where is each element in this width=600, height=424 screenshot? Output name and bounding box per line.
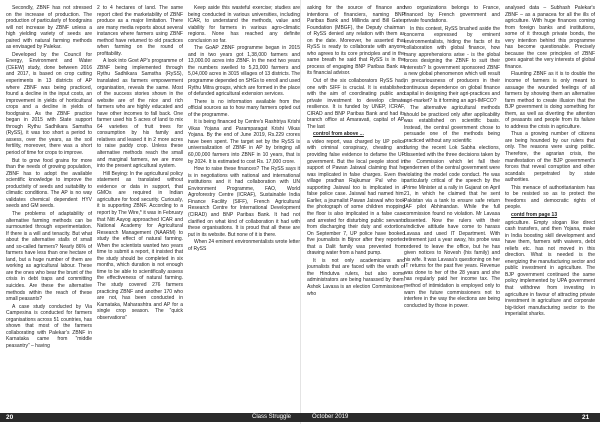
page-number-right: 21	[582, 414, 590, 421]
paragraph: two organizations belongs to France, financed by French government and private foundations.	[404, 5, 500, 25]
paragraph: The alternative agricultural methods should be practiced only after applicability was established on scientific basis. Instead, the central government chose to persuade one of the methods being practiced without any scientific	[404, 105, 500, 144]
column-5	[404, 5, 500, 397]
paragraph: There is no information available from the official sources as to how many farmers opted out of the programme.	[188, 98, 300, 118]
page-number-left: 20	[6, 414, 14, 421]
column-1	[6, 5, 92, 397]
page-gutter	[300, 0, 301, 424]
paragraph: It is being financed by Centre's Rashtriya Krishi Vikas Yojana and Paramparagat Krishi Vikas Yojana. By the end of June 2019, Rs.229 crores have been spent. The target set by the RySS is universalization of ZBNF in AP by bringing all 60,00,000 farmers into ZBNF in 10 years, that is by 2024. It is estimated to cost Rs. 17,000 crore.	[188, 119, 300, 165]
column-6	[505, 5, 595, 397]
paragraph: In this context, RySS brushed aside the concerns expressed by eminent environmentalists, hiding the facts of its collaboration with global finance, how many apprehensions arise - is the global forces designing the ZBNF to suit their interests? Is government sponsored ZBNF a new global phenomenon which will result in precariousness of producers in their continuous dependence on global finance capital in designing their agri-practices and agri-market? Is it forming an agri-IMFCO?	[404, 25, 500, 104]
issue-date: October 2019	[312, 414, 349, 420]
paragraph: Hill Beying: In the agricultural policy statement as translated without evidence or data in support, that GMOs are required in Indian agriculture for food security. Curiously, it is supporting ZBNF. According to a report by The Wire,* it was in February that Nitt Aayog approached ICAR and National Academy for Agricultural Research Management (NAARM) to study the effect of natural farming. When the scientists wanted two years time to submit a report, it insisted that the study should be completed in six months, which duration is not enough time to be able to scientifically assess the effectiveness of natural farming. The study covered 276 farmers practicing ZBNF and another 170 who are not, has been conducted in Karnataka, Maharashtra and AP for a single crop season. The “quick observations”	[97, 170, 183, 321]
paragraph: Flaunting ZBNF as it is to double the income of farmers is only meant to assuage the wounded feelings of all farmers by showing them an alternative farm method to create illusion that the BJP government is doing something for them, as well as diverting the attention of peasants and people from its failure to address the crisis in agriculture.	[505, 71, 595, 130]
paragraph: Keep aside this wasteful exercise; studies are being conducted in various universities, including ICAR, to understand the methods, value and viability for farmers in various agro-climatic regions. None has reached any definite conclusion so far.	[188, 5, 300, 44]
continued-heading: control from above ...	[313, 131, 364, 138]
paragraph: When 24 eminent environmentalists wrote letter of RySS	[188, 239, 300, 252]
paragraph: Out of the six collaborators RySS had, one with SIFF is crucial. It is established with the aim of coordinating public and private investment to develop climate resilience. It is funded by UNEP, ICRAF, CIRAD and BNP Paribas Bank and had its branch office at Amaravati, capital of AP. The last	[307, 78, 405, 130]
paragraph: A look into Govt AP's programme of ZBNF being implemented through Rythu Sadhikara Samstha (RySS), translated as farmers empowerment organisation, reveals the same. Most of the success stories shown in the website are of the nice and rich farmers who are highly educated and have other incomes to fall back. One farmer used his 5 acres of land to mix 64 varieties of fruit trees for consumption by his family and relatives and leased it in 2 more acres to raise paddy crop. Unless these alternative methods reach the small and marginal farmers, we are more into the present agricultural system.	[97, 58, 183, 170]
paragraph: asking for the source of finance and intentions of financiers, naming BNP Paribas Bank and Millinda and Bill Gates Foundation (MBGF), the Deputy chairman of RySS denied any relation with them as on the date. Moreover, he asserted that RySS is ready to collaborate with anyone who agrees to its core principles and in the same breath he said that RySS is in the process of engaging BNP Paribas Bank as its financial advisor.	[307, 5, 405, 77]
paragraph: The GoAP ZBNF programme began in 2015 and in two years got 1,38,000 farmers and 13,000.00 acres into ZBNF. In the next two years the numbers swelled to 5,23,000 farmers and 5,04,000 acres in 3015 villages of 13 districts. The programme depended on SHGs to enroll and used Rythu Mitra groups, which are formed in the place of defunded agricultural extension services.	[188, 45, 300, 98]
paragraph: How to raise these finances? The RySS says it is in negotiations with national and international institutions and it had collaboration with UN Environment Programme, FAO, World Agroforestry Centre (ICRAF), Sustainable India Finance Facility (SIFF), French Agricultural Research Centre for International Development (CIRAD) and BNP Paribas Bank. It had not clarified on what kind of collaboration it had with these organisations. It is proud that all these are put in its website. But none of it is there.	[188, 166, 300, 238]
continued-heading: contd from page 13	[511, 211, 558, 218]
paragraph: during the recent Lok Sabha elections, dissented with the three decisions taken by the Commission which let fall their gendermen of the central government were violating the model code conduct. He was particularly critical of the speech by the Prime Minister at a rally in Gujarat on April 21, in which he claimed that he sent Pakistan via a tank to ensure safe return IAF pilot Abhinandan. While the full commission found no violation. Mr Lavasa dissented. Now the rulers with their vindictive attitude have come to harass Lavasa and used IT Department. With retirement just a year away, his probe was ordered to leave the office, but he has given notices to Novesh (his family) and his wife. It was Lavasa's questioning on her IT returns for the past five years. Revenue was done to her of the 28 years and she has regularly paid her income tax. The method of intimidation is employed only to warn the future commissioners not to interfere in the way the elections are being conducted by those in power.	[404, 145, 500, 309]
paragraph: Secondly, ZBNF has not stressed on the increase of production. The production of particularly of foodgrains will not increase by ZBNF unless a high yielding variety of seeds are paired with natural farming methods as envisaged by Palekar.	[6, 5, 92, 51]
column-2	[97, 5, 183, 397]
paragraph: This menace of authoritarianism has to be resisted so as to protect the freedoms and democratic rights of people.	[505, 184, 595, 211]
paragraph: a video report, was charged by UP police with criminal conspiracy, cheating and providing false evidence to defame the UP government. But the local people stood in support of Pawan Jaiswal claiming that he was implicated in false charges. Even the village pradhan Rajkumar Pal who is supporting Jaiswal too is implicated in a false police case. Jaiswal had named him. Earlier, a journalist Pawan Jaiswal who took the photograph of some children mopping the floor is also implicated in a false case and arrested for disturbing public servants from discharging their duty and extortion. On September 7, UP police have booked five journalists in Bijnor after they reported that a Dalit family was prevented from drawing water from a hand pump.	[307, 138, 405, 257]
paragraph: agriculture. Empty slogan like direct cash transfers, and then Yojana, make in India boosting skill development and have them, farmers with waivers, debt reliefs etc. has not moved in this direction. What is needed is the energizing the manufacturing sector and public investment in agriculture. The BJP government continued the same policy implemented by UPA government that withdrew from investing in agriculture in favour of attracting private investment in agriculture and corporate big-ticket manufacturing sector to the imperialist sharks.	[505, 219, 595, 318]
paragraph: But to grow food grains for more than the needs of growing population, ZBNF has to adopt the available scientific knowledge to improve the productivity of seeds and suitability to climatic conditions. The AP is no way validates chemical dependent HYV seeds and GM seeds.	[6, 157, 92, 210]
column-4	[307, 5, 405, 397]
paragraph: It is not only academicians and journalists that are faced with the wrath of the Hindutva rulers, but also some administrators are being harassed by them. Ashok Lavasa is an election Commissioner, who	[307, 257, 405, 297]
column-3	[188, 5, 300, 397]
paragraph: analysed data – Subhash Palekar's ZBNF – as a panacea for all the ills of agriculture. With huge finances coming from foreign banks and institutions, some of it through private bonds, the very intention behind this programme has become questionable. Precisely because the core principles of ZBNF goes against the very interests of global finance.	[505, 5, 595, 70]
paragraph: The problems of adaptability of alternative farming methods can be surmounted through experimentation. If there is a will and tenacity. But what about the alternative stalls of small and so-called farmers? Nearly 86% of farmers have less than one hectare of land, but a huge number of them are working as agricultural labour. These are the ones who bear the brunt of the crisis in debt traps and committing suicides. Are these the alternative methods within the reach of these small peasants?	[6, 210, 92, 303]
paragraph: Thus a growing number of citizens are being hounded by our rulers that only. The reasons were using politic. Therefore, the agrarian crisis, the manifestation of the BJP government's forces that reveal corruption and other scandals perpetrated by state authorities.	[505, 131, 595, 184]
magazine-name: Class Struggle	[252, 414, 292, 420]
paragraph: 2 to 4 hectares of land. The same report cited the marketability of ZBNF produce as a major limitation. There are many media reports about several instances where farmers using ZBNF method have returned to old practices when farming on the round of profitability.	[97, 5, 183, 57]
paragraph: Developed by the Council for Energy, Environment and Water (CEEW) study, done between 2016 and 2017, is based on crop cutting experiments in 13 districts of AP where ZBNF was being practiced, found a decline in the input costs, an improvement in yields of horticultural crops and a decline in yields of foodgrains. As the ZBNF practice began in 2015 with State support through Rythu Sadhikara Samstha (RySS), it was too short a period to assess, over the years, as the soil fertility, moreover, there was a short period of time for crops to improve.	[6, 51, 92, 157]
paragraph: A case study conducted by Via Campesina is conducted for farmers organisations across 51 countries, has shown that most of the farmers collaborating with Palekar’s ZBNF in Karnataka came from “middle peasantry” – having	[6, 303, 92, 349]
